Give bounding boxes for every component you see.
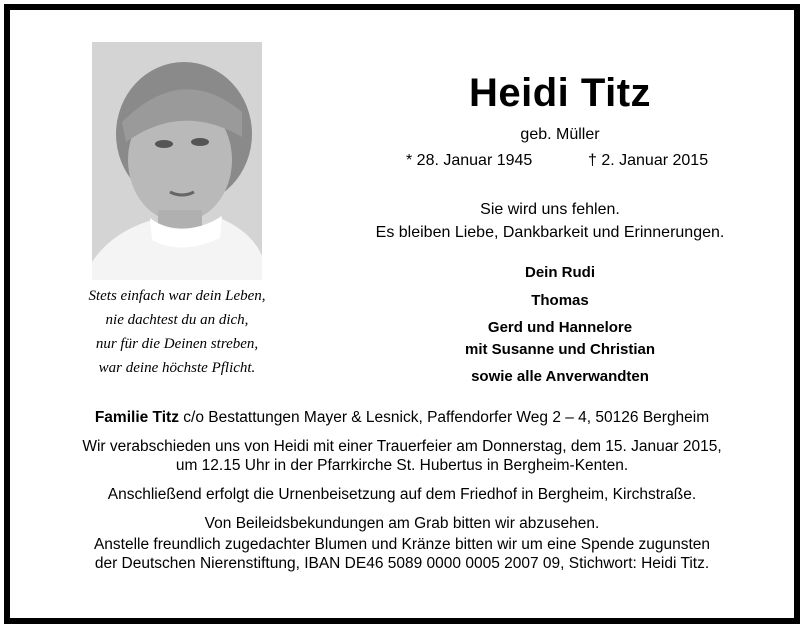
poem-line: war deine höchste Pflicht. bbox=[98, 360, 256, 376]
mourners-list bbox=[370, 261, 750, 389]
poem-line: nur für die Deinen streben, bbox=[95, 336, 259, 352]
obituary-frame bbox=[4, 4, 800, 624]
burial-line: Anschließend erfolgt die Urnenbeisetzung auf dem Friedhof in Bergheim, Kirchstraße. bbox=[107, 486, 697, 503]
quote-line: Sie wird uns fehlen. bbox=[480, 201, 620, 218]
contact-line bbox=[10, 408, 794, 427]
birth-date: * 28. Januar 1945 bbox=[406, 152, 533, 169]
mourner-name: mit Susanne und Christian bbox=[464, 341, 656, 358]
poem-line: nie dachtest du an dich, bbox=[105, 312, 249, 328]
mourner-name: Thomas bbox=[531, 292, 589, 309]
deceased-name: Heidi Titz bbox=[468, 71, 652, 115]
poem bbox=[72, 284, 282, 380]
portrait-photo bbox=[92, 42, 262, 280]
donation-line: der Deutschen Nierenstiftung, IBAN DE46 5089 0000 0005 2007 09, Stichwort: Heidi Titz. bbox=[94, 555, 710, 572]
donation-line: Anstelle freundlich zugedachter Blumen und Kränze bitten wir um eine Spende zugunsten bbox=[93, 536, 711, 553]
notices bbox=[10, 408, 794, 573]
death-date: † 2. Januar 2015 bbox=[588, 152, 709, 169]
mourner-name: sowie alle Anverwandten bbox=[471, 368, 649, 385]
header bbox=[370, 68, 750, 146]
poem-line: Stets einfach war dein Leben, bbox=[88, 288, 266, 304]
quote-line: Es bleiben Liebe, Dankbarkeit und Erinnerungen. bbox=[375, 224, 725, 241]
mourner-name: Gerd und Hannelore bbox=[487, 319, 633, 336]
mourner-name: Dein Rudi bbox=[525, 264, 595, 281]
ceremony-line: Wir verabschieden uns von Heidi mit einer Trauerfeier am Donnerstag, dem 15. Januar 2015, bbox=[82, 438, 722, 455]
birth-name: geb. Müller bbox=[520, 126, 600, 143]
contact-address: c/o Bestattungen Mayer & Lesnick, Paffendorfer Weg 2 – 4, 50126 Bergheim bbox=[178, 409, 710, 426]
ceremony-line: um 12.15 Uhr in der Pfarrkirche St. Hubertus in Bergheim-Kenten. bbox=[175, 457, 629, 474]
family-name: Familie Titz bbox=[94, 409, 179, 426]
condolences-line: Von Beileidsbekundungen am Grab bitten wir abzusehen. bbox=[204, 515, 600, 532]
memorial-quote bbox=[370, 198, 730, 244]
